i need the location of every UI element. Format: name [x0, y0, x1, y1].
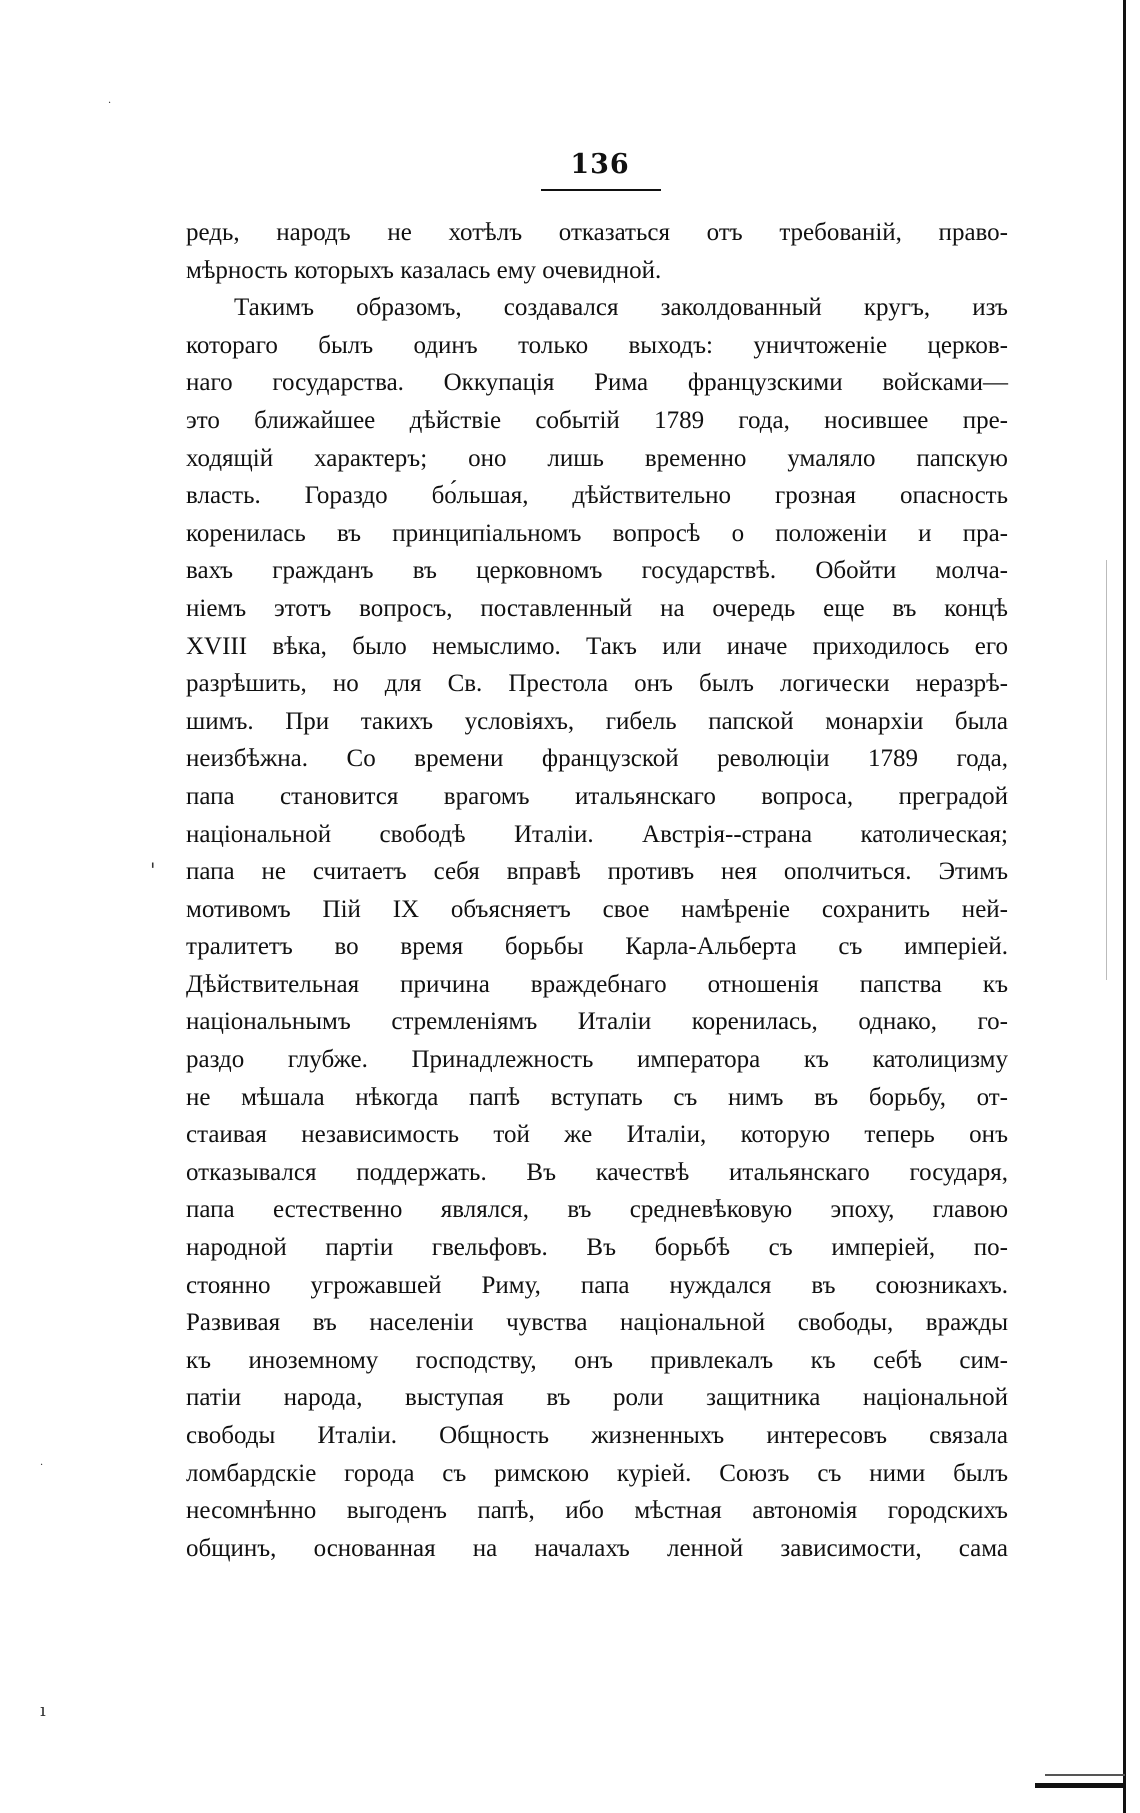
text-line: XVIII вѣка, было немыслимо. Такъ или иначе приходилось его — [186, 632, 1008, 660]
scan-speck: ' — [150, 858, 156, 882]
text-line: наго государства. Оккупація Рима французскими войсками— — [186, 369, 1008, 397]
text-line: ходящій характеръ; оно лишь временно умаляло папскую — [186, 444, 1008, 472]
text-line: котораго былъ одинъ только выходъ: уничтоженіе церков- — [186, 331, 1008, 359]
text-line: коренилась въ принципіальномъ вопросѣ о положеніи и пра- — [186, 519, 1008, 547]
text-line: папа естественно являлся, въ средневѣковую эпоху, главою — [186, 1196, 1008, 1224]
page-edge-line — [1123, 0, 1126, 1813]
text-line: стаивая независимость той же Италіи, которую теперь онъ — [186, 1121, 1008, 1149]
text-line: ломбардскіе города съ римскою куріей. Союзъ съ ними былъ — [186, 1459, 1008, 1487]
text-line: разрѣшить, но для Св. Престола онъ былъ логически неразрѣ- — [186, 670, 1008, 698]
text-line: Развивая въ населеніи чувства національной свободы, вражды — [186, 1309, 1008, 1337]
page-number-rule — [541, 189, 661, 191]
page-number: 136 — [570, 149, 630, 180]
text-line: власть. Гораздо бо́льшая, дѣйствительно грозная опасность — [186, 482, 1008, 510]
page-edge-shadow — [1106, 560, 1107, 980]
text-line: народной партіи гвельфовъ. Въ борьбѣ съ имперіей, по- — [186, 1234, 1008, 1262]
text-line: національнымъ стремленіямъ Италіи коренилась, однако, го- — [186, 1008, 1008, 1036]
text-line: мотивомъ Пій IX объясняетъ свое намѣреніе сохранить ней- — [186, 895, 1008, 923]
text-line: ніемъ этотъ вопросъ, поставленный на очередь еще въ концѣ — [186, 594, 1008, 622]
text-line: вахъ гражданъ въ церковномъ государствѣ. Обойти молча- — [186, 557, 1008, 585]
text-line: раздо глубже. Принадлежность императора къ католицизму — [186, 1046, 1008, 1074]
text-line: неизбѣжна. Со времени французской революціи 1789 года, — [186, 745, 1008, 773]
scan-speck: · — [108, 98, 112, 109]
text-line: мѣрность которыхъ казалась ему очевидной. — [186, 256, 662, 284]
text-line: это ближайшее дѣйствіе событій 1789 года, носившее пре- — [186, 406, 1008, 434]
bottom-edge-mark-thin — [1045, 1774, 1125, 1776]
text-line: не мѣшала нѣкогда папѣ вступать съ нимъ въ борьбу, от- — [186, 1083, 1008, 1111]
text-line: отказывался поддержать. Въ качествѣ итальянскаго государя, — [186, 1158, 1008, 1186]
text-line: къ иноземному господству, онъ привлекалъ къ себѣ сим- — [186, 1346, 1008, 1374]
text-line: стоянно угрожавшей Риму, папа нуждался въ союзникахъ. — [186, 1271, 1008, 1299]
text-line: папа становится врагомъ итальянскаго вопроса, преградой — [186, 782, 1008, 810]
text-line: папа не считаетъ себя вправѣ противъ нея ополчиться. Этимъ — [186, 858, 1008, 886]
text-line: Дѣйствительная причина враждебнаго отношенія папства къ — [186, 970, 1008, 998]
scan-speck: ı — [40, 1700, 46, 1721]
bottom-edge-mark — [1035, 1783, 1125, 1788]
text-line: Такимъ образомъ, создавался заколдованный кругъ, изъ — [234, 294, 1008, 322]
text-line: свободы Италіи. Общность жизненныхъ интересовъ связала — [186, 1422, 1008, 1449]
text-line: несомнѣнно выгоденъ папѣ, ибо мѣстная автономія городскихъ — [186, 1497, 1008, 1525]
text-line: редь, народъ не хотѣлъ отказаться отъ требованій, право- — [186, 219, 1008, 246]
text-line: патіи народа, выступая въ роли защитника національной — [186, 1384, 1008, 1412]
text-line: національной свободѣ Италіи. Австрія--страна католическая; — [186, 820, 1008, 848]
text-line: шимъ. При такихъ условіяхъ, гибель папской монархіи была — [186, 707, 1008, 735]
scan-speck: · — [40, 1460, 44, 1471]
text-line: тралитетъ во время борьбы Карла-Альберта съ имперіей. — [186, 933, 1008, 961]
text-line: общинъ, основанная на началахъ ленной зависимости, сама — [186, 1534, 1008, 1562]
body-text — [186, 214, 1008, 1567]
